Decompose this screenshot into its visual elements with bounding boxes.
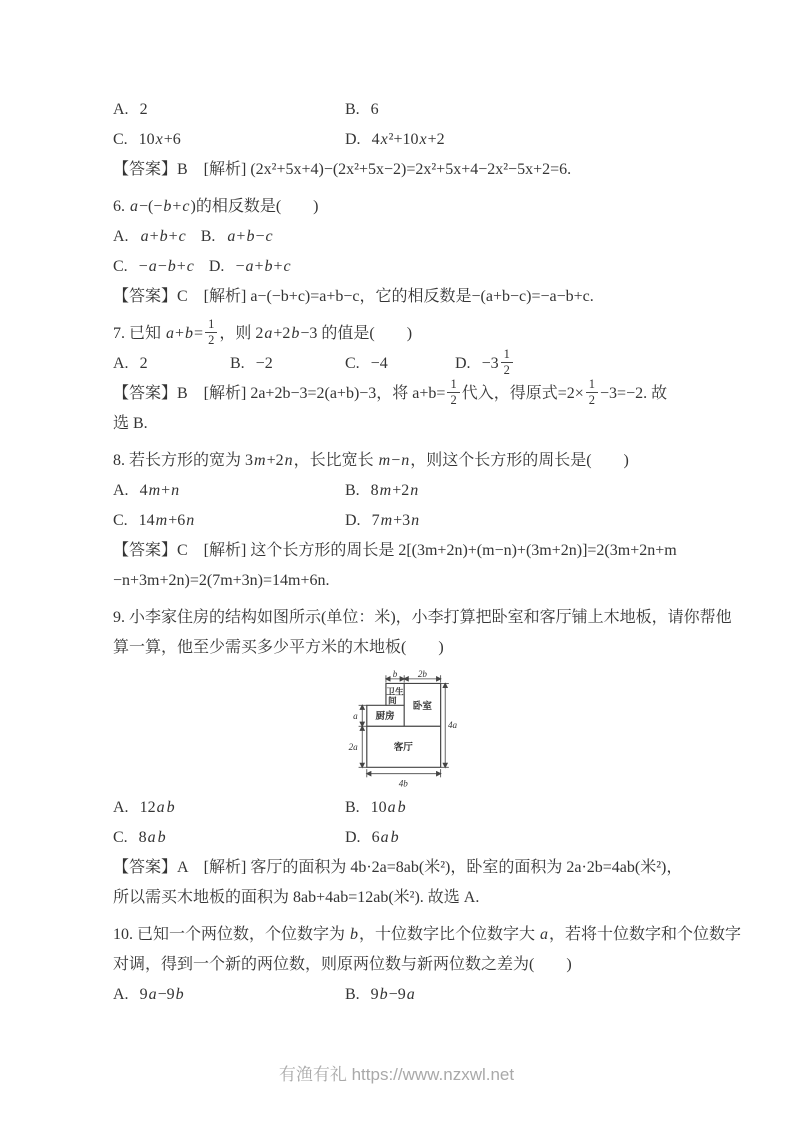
worksheet-page — [113, 95, 742, 1010]
section-1 — [113, 95, 732, 663]
options-row — [113, 793, 699, 823]
text-line: 选 B. — [113, 415, 148, 432]
room-label-bathroom-2: 间 — [387, 695, 397, 706]
dim-label-a: a — [353, 710, 358, 721]
fraction: $\frac{1}{2}$ — [501, 348, 513, 377]
option-item: A. 2 — [113, 101, 148, 118]
option-item: A. 4m+n — [113, 482, 180, 499]
text-line: −n+3m+2n)=2(7m+3n)=14m+6n. — [113, 572, 330, 589]
option-item: D. −3 $\frac{1}{2}$ — [455, 349, 515, 379]
option-item: C. 14m+6n — [113, 512, 195, 529]
floorplan-svg — [321, 667, 491, 791]
option-item: D. 6a b — [345, 829, 399, 846]
option-item: A. 9a−9b — [113, 986, 184, 1003]
room-label-kitchen: 厨房 — [375, 710, 395, 722]
options-row — [113, 95, 699, 125]
text-line: 对调，得到一个新的两位数，则原两位数与新两位数之差为( ) — [113, 956, 572, 973]
dim-label-2a: 2a — [348, 741, 358, 752]
options-row — [113, 980, 699, 1010]
option-item: C. −4 — [345, 355, 388, 372]
room-label-living: 客厅 — [393, 741, 413, 753]
answer-text: 【答案】C [解析] a−(−b+c)=a+b−c，它的相反数是−(a+b−c)=−a−b+c. — [113, 288, 594, 305]
option-item: B. 9b−9a — [345, 986, 415, 1003]
fraction: $\frac{1}{2}$ — [205, 318, 217, 347]
section-2 — [113, 793, 742, 1010]
dim-label-4a: 4a — [447, 720, 458, 731]
option-item: B. 6 — [345, 101, 379, 118]
room-label-bedroom: 卧室 — [412, 700, 432, 712]
question-text: 9. 小李家住房的结构如图所示(单位：米)，小李打算把卧室和客厅铺上木地板，请你帮他 — [113, 609, 732, 626]
option-item: C. −a−b+c — [113, 258, 194, 275]
options-row — [113, 823, 699, 853]
answer-text: 【答案】B [解析] (2x²+5x+4)−(2x²+5x−2)=2x²+5x+4−2x²−5x+2=6. — [113, 161, 572, 178]
options-row — [113, 506, 699, 536]
footer-watermark: 有渔有礼 https://www.nzxwl.net — [278, 1065, 515, 1084]
question-text: 10. 已知一个两位数，个位数字为 b，十位数字比个位数字大 a，若将十位数字和个位数字 — [113, 926, 742, 943]
option-item: B. a+b−c — [200, 228, 273, 245]
option-item: C. 10x+6 — [113, 131, 181, 148]
option-item: B. 10a b — [345, 799, 406, 816]
answer-text: 【答案】C [解析] 这个长方形的周长是 2[(3m+2n)+(m−n)+(3m+2n)]=2(3m+2n+m — [113, 542, 677, 559]
dim-label-4b: 4b — [398, 778, 408, 789]
option-item: D. −a+b+c — [208, 258, 291, 275]
fraction: $\frac{1}{2}$ — [447, 378, 459, 407]
option-item: D. 4x²+10x+2 — [345, 131, 445, 148]
options-row — [113, 346, 699, 379]
dim-label-b: b — [392, 669, 398, 680]
question-text: 6. a−(−b+c)的相反数是( ) — [113, 198, 319, 215]
options-row — [113, 252, 699, 282]
question-text: 7. 已知 a+b= $\frac{1}{2}$ ，则 2a+2b−3 的值是( ) — [113, 316, 413, 347]
answer-text: 【答案】B [解析] 2a+2b−3=2(a+b)−3，将 a+b= $\frac{1}{2}$ 代入，得原式=2× $\frac{1}{2}$ −3=−2. 故 — [113, 376, 668, 407]
option-item: C. 8a b — [113, 829, 166, 846]
options-row — [113, 476, 699, 506]
answer-text: 【答案】A [解析] 客厅的面积为 4b·2a=8ab(米²)，卧室的面积为 2a·2b=4ab(米²)， — [113, 859, 683, 876]
floorplan-diagram — [113, 667, 699, 791]
dim-label-2b: 2b — [417, 669, 427, 680]
text-line: 算一算，他至少需买多少平方米的木地板( ) — [113, 639, 444, 656]
option-item: D. 7m+3n — [345, 512, 420, 529]
text-line: 所以需买木地板的面积为 8ab+4ab=12ab(米²). 故选 A. — [113, 889, 480, 906]
option-item: A. a+b+c — [113, 228, 186, 245]
option-item: B. −2 — [230, 355, 273, 372]
room-label-bathroom: 卫生 — [386, 686, 404, 697]
options-row — [113, 222, 699, 252]
options-row — [113, 125, 699, 155]
option-item: B. 8m+2n — [345, 482, 419, 499]
fraction: $\frac{1}{2}$ — [586, 378, 598, 407]
option-item: A. 2 — [113, 355, 148, 372]
option-item: A. 12a b — [113, 799, 175, 816]
question-text: 8. 若长方形的宽为 3m+2n，长比宽长 m−n，则这个长方形的周长是( ) — [113, 452, 629, 469]
